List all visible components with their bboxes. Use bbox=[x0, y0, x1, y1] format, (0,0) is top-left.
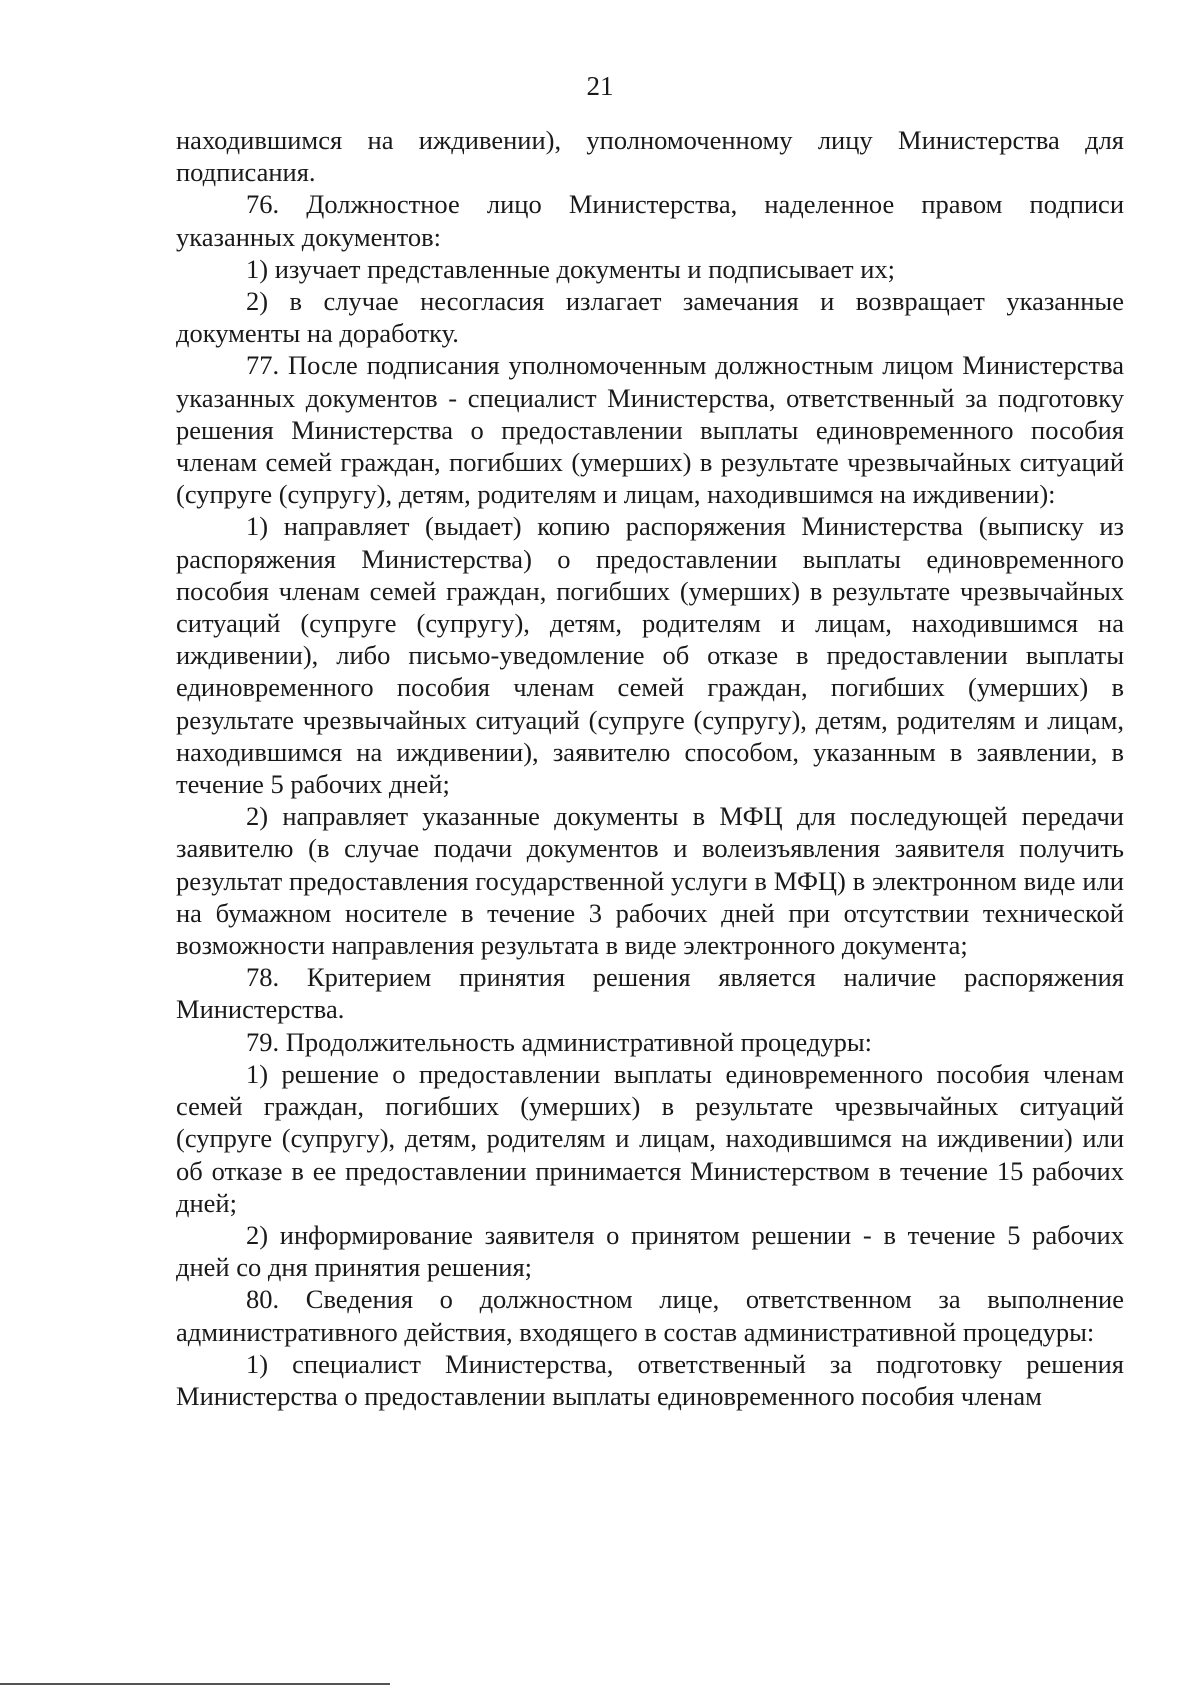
paragraph-continuation: находившимся на иждивении), уполномоченному лицу Министерства для подписания. bbox=[176, 125, 1124, 188]
document-body bbox=[176, 124, 1124, 1412]
scan-edge-line bbox=[0, 1683, 390, 1685]
page-number: 21 bbox=[586, 71, 614, 101]
paragraph-80: 80. Сведения о должностном лице, ответственном за выполнение административного действия, входящего в состав административной процедуры: bbox=[176, 1284, 1124, 1347]
paragraph-80-item-1: 1) специалист Министерства, ответственный за подготовку решения Министерства о предоставлении выплаты единовременного пособия членам bbox=[176, 1348, 1124, 1411]
paragraph-77-item-2: 2) направляет указанные документы в МФЦ для последующей передачи заявителю (в случае подачи документов и волеизъявления заявителя получить результат предоставления государственной услуги в МФЦ) в электронном виде или на бумажном носителе в течение 3 рабочих дней при отсутствии технической возможности направления результата в виде электронного документа; bbox=[176, 801, 1124, 961]
paragraph-76-item-2: 2) в случае несогласия излагает замечания и возвращает указанные документы на доработку. bbox=[176, 286, 1124, 349]
paragraph-79: 79. Продолжительность административной процедуры: bbox=[246, 1026, 873, 1057]
paragraph-78: 78. Критерием принятия решения является наличие распоряжения Министерства. bbox=[176, 962, 1124, 1025]
paragraph-79-item-1: 1) решение о предоставлении выплаты единовременного пособия членам семей граждан, погибших (умерших) в результате чрезвычайных ситуаций (супруге (супругу), детям, родителям и лицам, находившимся на иждивении) или об отказе в ее предоставлении принимается Министерством в течение 15 рабочих дней; bbox=[176, 1058, 1124, 1218]
paragraph-77: 77. После подписания уполномоченным должностным лицом Министерства указанных документов - специалист Министерства, ответственный за подготовку решения Министерства о предоставлении выплаты единовременного пособия членам семей граждан, погибших (умерших) в результате чрезвычайных ситуаций (супруге (супругу), детям, родителям и лицам, находившимся на иждивении): bbox=[176, 350, 1124, 510]
paragraph-79-item-2: 2) информирование заявителя о принятом решении - в течение 5 рабочих дней со дня принятия решения; bbox=[176, 1219, 1124, 1283]
paragraph-76-item-1: 1) изучает представленные документы и подписывает их; bbox=[246, 253, 895, 284]
paragraph-76: 76. Должностное лицо Министерства, наделенное правом подписи указанных документов: bbox=[176, 189, 1124, 252]
paragraph-77-item-1: 1) направляет (выдает) копию распоряжения Министерства (выписку из распоряжения Министерства) о предоставлении выплаты единовременного пособия членам семей граждан, погибших (умерших) в результате чрезвычайных ситуаций (супруге (супругу), детям, родителям и лицам, находившимся на иждивении), либо письмо-уведомление об отказе в предоставлении выплаты единовременного пособия членам семей граждан, погибших (умерших) в результате чрезвычайных ситуаций (супруге (супругу), детям, родителям и лицам, находившимся на иждивении), заявителю способом, указанным в заявлении, в течение 5 рабочих дней; bbox=[176, 511, 1124, 800]
